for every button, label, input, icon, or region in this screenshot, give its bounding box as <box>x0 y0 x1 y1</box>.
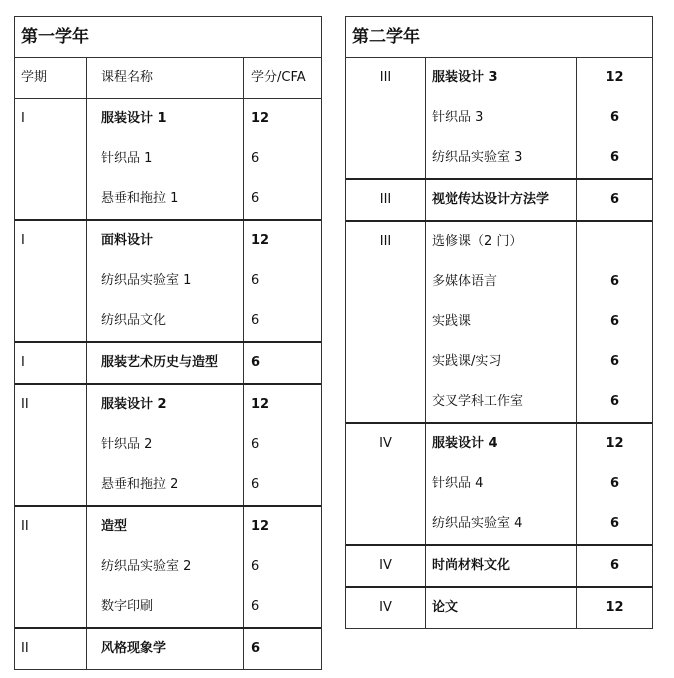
course-credits: 6 <box>251 191 260 206</box>
course-name: 针织品 4 <box>432 476 484 491</box>
semester-cell-column <box>346 180 426 220</box>
course-credits: 6 <box>251 313 260 328</box>
course-column <box>426 180 577 220</box>
semester-group <box>346 58 652 180</box>
year1-groups <box>15 99 321 669</box>
course-credits: 6 <box>251 437 260 452</box>
header-credits: 学分/CFA <box>251 70 306 85</box>
semester-label: IV <box>379 600 392 615</box>
course-credits: 12 <box>251 111 270 126</box>
year2-title: 第二学年 <box>346 17 652 58</box>
course-credits: 12 <box>605 600 624 615</box>
course-column <box>87 99 244 219</box>
course-name: 纺织品实验室 3 <box>432 150 523 165</box>
credits-column <box>244 507 321 627</box>
course-name: 多媒体语言 <box>432 274 498 289</box>
course-credits: 6 <box>609 558 620 573</box>
course-credits: 6 <box>251 151 260 166</box>
course-name: 面料设计 <box>101 233 154 248</box>
course-name: 服装设计 2 <box>101 397 167 412</box>
course-credits: 6 <box>609 394 620 409</box>
semester-group <box>15 507 321 629</box>
semester-group <box>346 180 652 222</box>
course-credits: 6 <box>251 355 261 370</box>
semester-label: IV <box>379 436 392 451</box>
semester-group <box>15 629 321 669</box>
credits-column <box>577 222 652 422</box>
course-credits: 6 <box>251 641 261 656</box>
course-name: 时尚材料文化 <box>432 558 511 573</box>
course-name: 悬垂和拖拉 2 <box>101 477 179 492</box>
semester-group <box>346 424 652 546</box>
semester-cell-column <box>346 58 426 178</box>
course-name: 造型 <box>101 519 128 534</box>
course-column <box>426 424 577 544</box>
course-credits: 6 <box>609 192 620 207</box>
year1-title: 第一学年 <box>15 17 321 58</box>
course-credits: 6 <box>251 599 260 614</box>
course-credits: 6 <box>609 110 620 125</box>
course-name: 针织品 2 <box>101 437 153 452</box>
semester-group <box>346 222 652 424</box>
course-credits: 6 <box>609 274 620 289</box>
semester-group <box>346 546 652 588</box>
course-credits: 12 <box>605 436 624 451</box>
course-credits: 6 <box>609 354 620 369</box>
course-column <box>426 58 577 178</box>
course-column <box>87 507 244 627</box>
course-name: 纺织品实验室 2 <box>101 559 192 574</box>
semester-cell-column <box>15 221 87 341</box>
semester-label: IV <box>379 558 392 573</box>
credits-column <box>577 180 652 220</box>
credits-column <box>244 343 321 383</box>
course-credits: 12 <box>605 70 624 85</box>
semester-cell-column <box>15 343 87 383</box>
semester-cell-column <box>346 222 426 422</box>
semester-group <box>15 385 321 507</box>
semester-cell-column <box>346 588 426 628</box>
credits-column <box>244 629 321 669</box>
course-name: 服装艺术历史与造型 <box>101 355 219 370</box>
course-column <box>426 588 577 628</box>
course-column <box>426 222 577 422</box>
course-column <box>87 385 244 505</box>
semester-label: III <box>379 70 392 85</box>
course-credits: 6 <box>251 273 260 288</box>
course-name: 选修课（2 门） <box>432 234 523 249</box>
course-credits: 6 <box>609 150 620 165</box>
course-credits: 6 <box>251 559 260 574</box>
course-name: 实践课 <box>432 314 472 329</box>
semester-label: I <box>21 111 25 126</box>
semester-cell-column <box>346 546 426 586</box>
course-name: 针织品 1 <box>101 151 153 166</box>
course-credits: 12 <box>251 397 270 412</box>
semester-group <box>15 99 321 221</box>
semester-group <box>15 221 321 343</box>
year1-header-row <box>15 58 321 99</box>
semester-group <box>15 343 321 385</box>
course-name: 针织品 3 <box>432 110 484 125</box>
credits-column <box>244 385 321 505</box>
course-credits <box>577 222 652 262</box>
course-credits: 6 <box>251 477 260 492</box>
course-column <box>87 343 244 383</box>
credits-column <box>577 424 652 544</box>
course-name: 风格现象学 <box>101 641 167 656</box>
semester-label: I <box>21 355 25 370</box>
course-name: 交叉学科工作室 <box>432 394 524 409</box>
semester-cell-column <box>15 629 87 669</box>
credits-column <box>577 546 652 586</box>
credits-column <box>244 99 321 219</box>
course-column <box>426 546 577 586</box>
semester-cell-column <box>15 99 87 219</box>
course-column <box>87 629 244 669</box>
course-name: 纺织品实验室 4 <box>432 516 523 531</box>
semester-label: III <box>379 234 392 249</box>
course-column <box>87 221 244 341</box>
course-credits: 6 <box>609 314 620 329</box>
course-name: 服装设计 1 <box>101 111 167 126</box>
semester-label: II <box>21 519 29 534</box>
semester-cell-column <box>15 507 87 627</box>
credits-column <box>244 221 321 341</box>
year2-table <box>345 16 653 629</box>
header-course-name: 课程名称 <box>87 58 244 98</box>
semester-label: II <box>21 397 29 412</box>
course-credits: 6 <box>609 516 620 531</box>
course-name: 论文 <box>432 600 459 615</box>
course-name: 悬垂和拖拉 1 <box>101 191 179 206</box>
course-name: 服装设计 3 <box>432 70 498 85</box>
course-credits: 12 <box>251 519 270 534</box>
course-name: 服装设计 4 <box>432 436 498 451</box>
credits-column <box>577 588 652 628</box>
course-name: 实践课/实习 <box>432 354 502 369</box>
course-name: 数字印刷 <box>101 599 154 614</box>
course-credits: 6 <box>609 476 620 491</box>
semester-label: II <box>21 641 29 656</box>
year1-table <box>14 16 322 670</box>
header-semester: 学期 <box>15 58 87 98</box>
semester-label: I <box>21 233 25 248</box>
course-credits: 12 <box>251 233 270 248</box>
credits-column <box>577 58 652 178</box>
semester-group <box>346 588 652 628</box>
year2-groups <box>346 58 652 628</box>
semester-label: III <box>379 192 392 207</box>
semester-cell-column <box>15 385 87 505</box>
course-name: 纺织品实验室 1 <box>101 273 192 288</box>
course-name: 纺织品文化 <box>101 313 167 328</box>
semester-cell-column <box>346 424 426 544</box>
course-name: 视觉传达设计方法学 <box>432 192 550 207</box>
